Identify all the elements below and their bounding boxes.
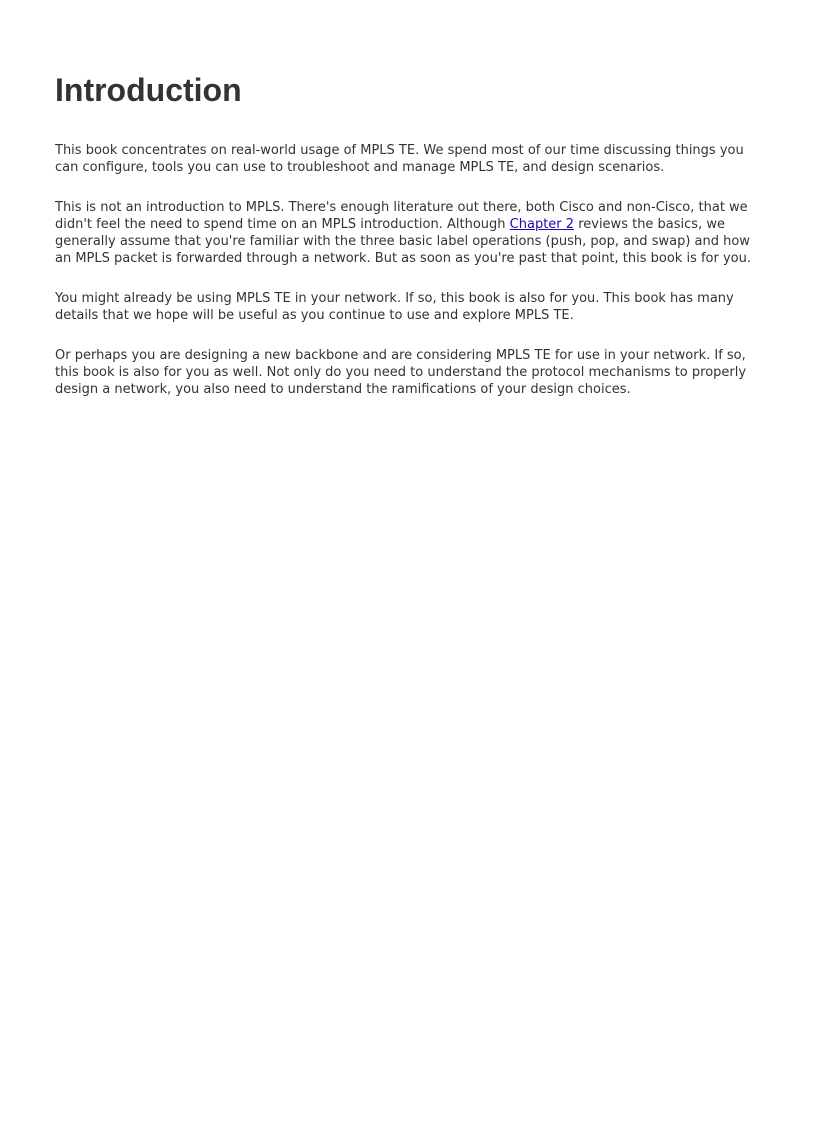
paragraph-3: You might already be using MPLS TE in your network. If so, this book is also for you. This book has many details that we hope will be useful as you continue to use and explore MPLS TE. bbox=[55, 291, 734, 323]
page-title: Introduction bbox=[55, 72, 242, 108]
paragraph-2 bbox=[55, 199, 765, 267]
paragraph-1: This book concentrates on real-world usage of MPLS TE. We spend most of our time discussing things you can configure, tools you can use to troubleshoot and manage MPLS TE, and design scenarios. bbox=[55, 143, 744, 175]
chapter-2-link[interactable]: Chapter 2 bbox=[509, 217, 575, 232]
paragraph-4: Or perhaps you are designing a new backbone and are considering MPLS TE for use in your network. If so, this book is also for you as well. Not only do you need to understand the protocol mechanisms to properly design a network, you also need to understand the ramifications of your design choices. bbox=[55, 348, 747, 397]
document-page bbox=[55, 70, 765, 421]
paragraph-2-text-after-link: reviews the basics, we generally assume that you're familiar with the three basic label operations (push, pop, and swap) and how an MPLS packet is forwarded through a network. But as soon as you're past that point, this book is for you. bbox=[55, 217, 752, 266]
paragraph-2-text-before-link: This is not an introduction to MPLS. There's enough literature out there, both Cisco and non-Cisco, that we didn't feel the need to spend time on an MPLS introduction. Although bbox=[55, 200, 748, 232]
